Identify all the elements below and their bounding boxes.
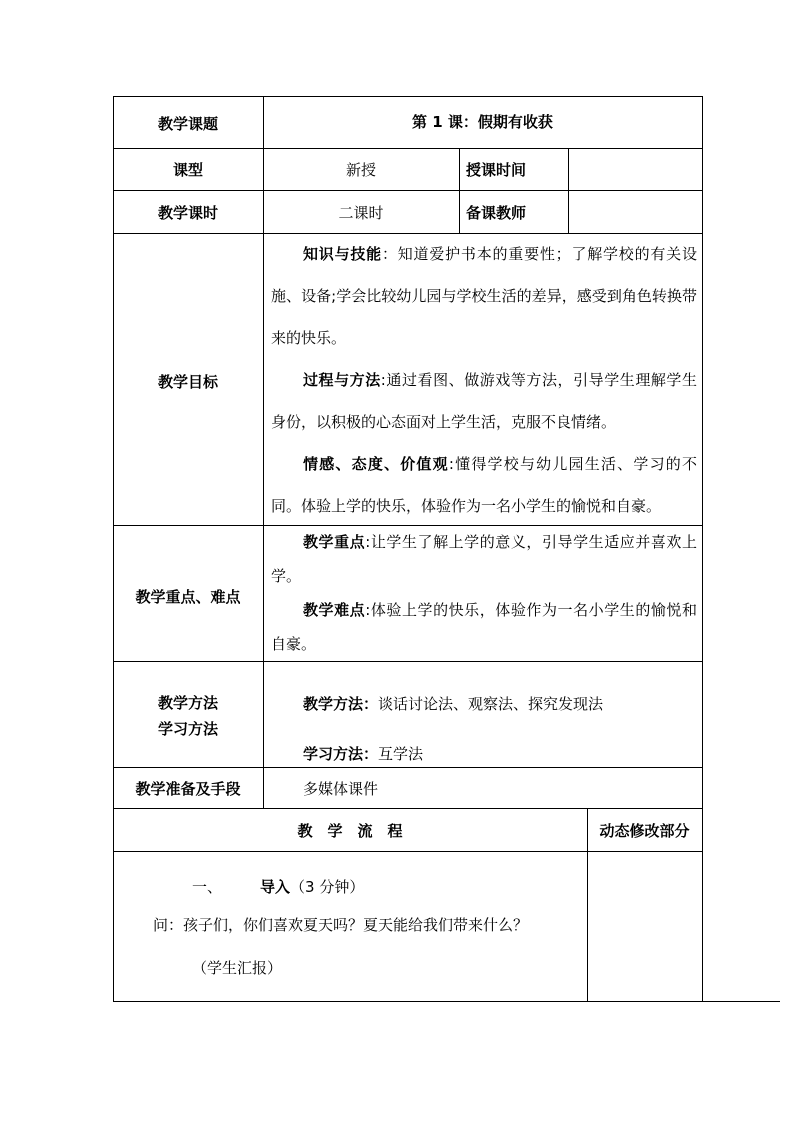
topic-value: 第 1 课：假期有收获 — [412, 113, 553, 131]
learning-method-head: 学习方法： — [303, 745, 379, 763]
teaching-method — [303, 694, 603, 714]
goal-process-body: :通过看图、做游戏等方法，引导学生理解学生身份，以积极的心态面对上学生活，克服不良情绪。 — [271, 371, 697, 431]
teaching-method-head: 教学方法： — [303, 695, 379, 713]
learning-method — [303, 744, 423, 764]
goal-knowledge-head: 知识与技能 — [303, 245, 382, 263]
table-rule — [113, 851, 703, 852]
intro-heading — [192, 877, 364, 897]
flow-label: 教 学 流 程 — [297, 822, 403, 840]
goal-process-head: 过程与方法 — [303, 371, 381, 389]
intro-report: （学生汇报） — [192, 959, 283, 977]
goal-knowledge — [271, 233, 697, 359]
type-value: 新授 — [345, 161, 376, 179]
goal-emotion-body: :懂得学校与幼儿园生活、学习的不同。体验上学的快乐，体验作为一名小学生的愉悦和自豪。 — [271, 455, 697, 515]
goals-label: 教学目标 — [157, 373, 218, 391]
prep-value: 多媒体课件 — [303, 780, 379, 798]
table-border-bottom — [113, 1001, 780, 1002]
goals-content — [271, 233, 697, 527]
table-rule — [113, 148, 703, 149]
key-point-body: :让学生了解上学的意义，引导学生适应并喜欢上学。 — [271, 533, 697, 585]
type-label: 课型 — [172, 161, 203, 179]
hours-label: 教学课时 — [157, 204, 218, 222]
key-points-content — [271, 525, 697, 661]
teacher-label: 备课教师 — [466, 204, 527, 222]
difficult-point-head: 教学难点 — [303, 601, 366, 619]
table-border-left — [113, 96, 114, 1002]
key-points-label: 教学重点、难点 — [135, 588, 241, 606]
methods-label-teaching: 教学方法 — [157, 694, 218, 712]
goal-knowledge-body: ：知道爱护书本的重要性；了解学校的有关设施、设备;学会比较幼儿园与学校生活的差异，感受到角色转换带来的快乐。 — [271, 245, 697, 347]
goal-emotion — [271, 443, 697, 527]
table-column-divider — [459, 148, 460, 233]
intro-number: 一、 — [192, 878, 223, 896]
intro-title: 导入 — [260, 878, 291, 896]
hours-value: 二课时 — [338, 204, 384, 222]
table-rule — [113, 767, 703, 768]
intro-time: （3 分钟） — [290, 878, 365, 896]
learning-method-body: 互学法 — [378, 745, 424, 763]
class-time-label: 授课时间 — [466, 161, 527, 179]
difficult-point — [271, 593, 697, 661]
table-rule — [113, 808, 703, 809]
key-point-head: 教学重点 — [303, 533, 366, 551]
flow-side-label: 动态修改部分 — [599, 822, 690, 840]
intro-question: 问：孩子们，你们喜欢夏天吗？夏天能给我们带来什么？ — [153, 916, 529, 934]
table-rule — [113, 190, 703, 191]
topic-label: 教学课题 — [157, 115, 218, 133]
table-border-top — [113, 96, 703, 97]
table-border-right — [702, 96, 703, 1002]
goal-emotion-head: 情感、态度、价值观 — [303, 455, 449, 473]
table-rule — [113, 661, 703, 662]
prep-label: 教学准备及手段 — [135, 780, 241, 798]
difficult-point-body: :体验上学的快乐，体验作为一名小学生的愉悦和自豪。 — [271, 601, 697, 653]
teaching-method-body: 谈话讨论法、观察法、探究发现法 — [378, 695, 604, 713]
methods-label-learning: 学习方法 — [157, 720, 218, 738]
goal-process — [271, 359, 697, 443]
key-point — [271, 525, 697, 593]
table-column-divider — [568, 148, 569, 233]
